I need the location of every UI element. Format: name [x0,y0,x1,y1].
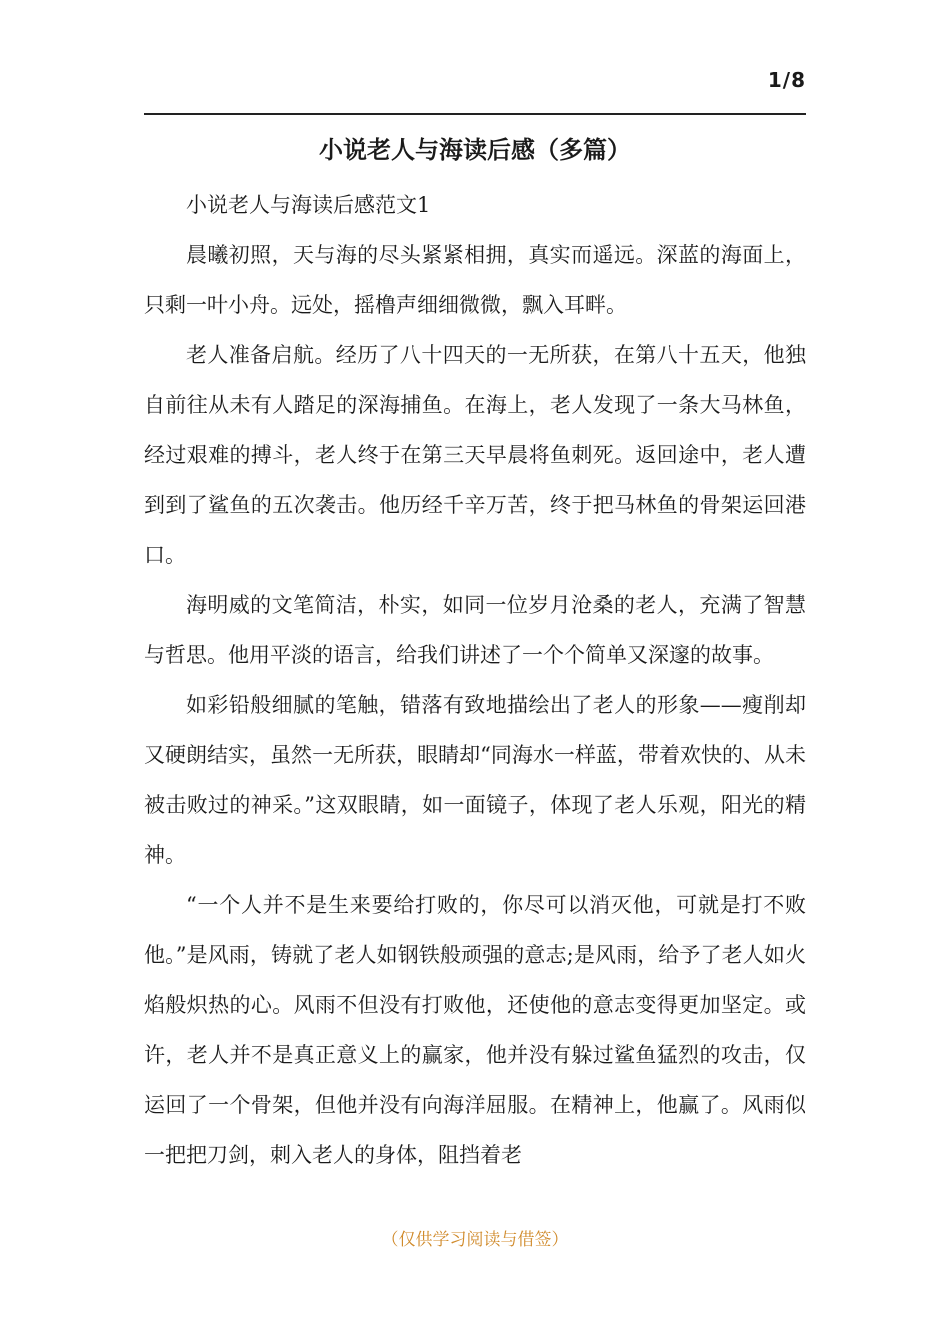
paragraph: 如彩铅般细腻的笔触，错落有致地描绘出了老人的形象——瘦削却又硬朗结实，虽然一无所获，眼睛却“同海水一样蓝，带着欢快的、从未被击败过的神采。”这双眼睛，如一面镜子，体现了老人乐观，阳光的精神。 [144,693,806,867]
paragraph: “一个人并不是生来要给打败的，你尽可以消灭他，可就是打不败他。”是风雨，铸就了老人如钢铁般顽强的意志;是风雨，给予了老人如火焰般炽热的心。风雨不但没有打败他，还使他的意志变得更加坚定。或许，老人并不是真正意义上的赢家，他并没有躲过鲨鱼猛烈的攻击，仅运回了一个骨架，但他并没有向海洋屈服。在精神上，他赢了。风雨似一把把刀剑，刺入老人的身体，阻挡着老 [144,893,806,1167]
subtitle-paragraph: 小说老人与海读后感范文1 [186,193,431,217]
page-number: 1/8 [767,68,806,92]
header-divider [144,113,806,115]
paragraph: 海明威的文笔简洁，朴实，如同一位岁月沧桑的老人，充满了智慧与哲思。他用平淡的语言，给我们讲述了一个个简单又深邃的故事。 [144,593,806,667]
paragraph: 老人准备启航。经历了八十四天的一无所获，在第八十五天，他独自前往从未有人踏足的深海捕鱼。在海上，老人发现了一条大马林鱼，经过艰难的搏斗，老人终于在第三天早晨将鱼刺死。返回途中，老人遭到到了鲨鱼的五次袭击。他历经千辛万苦，终于把马林鱼的骨架运回港口。 [144,343,806,567]
document-title: 小说老人与海读后感（多篇） [319,135,631,164]
paragraph: 晨曦初照，天与海的尽头紧紧相拥，真实而遥远。深蓝的海面上，只剩一叶小舟。远处，摇橹声细细微微，飘入耳畔。 [144,243,806,317]
footer-note: （仅供学习阅读与借签） [381,1230,569,1250]
document-body [144,180,806,1180]
